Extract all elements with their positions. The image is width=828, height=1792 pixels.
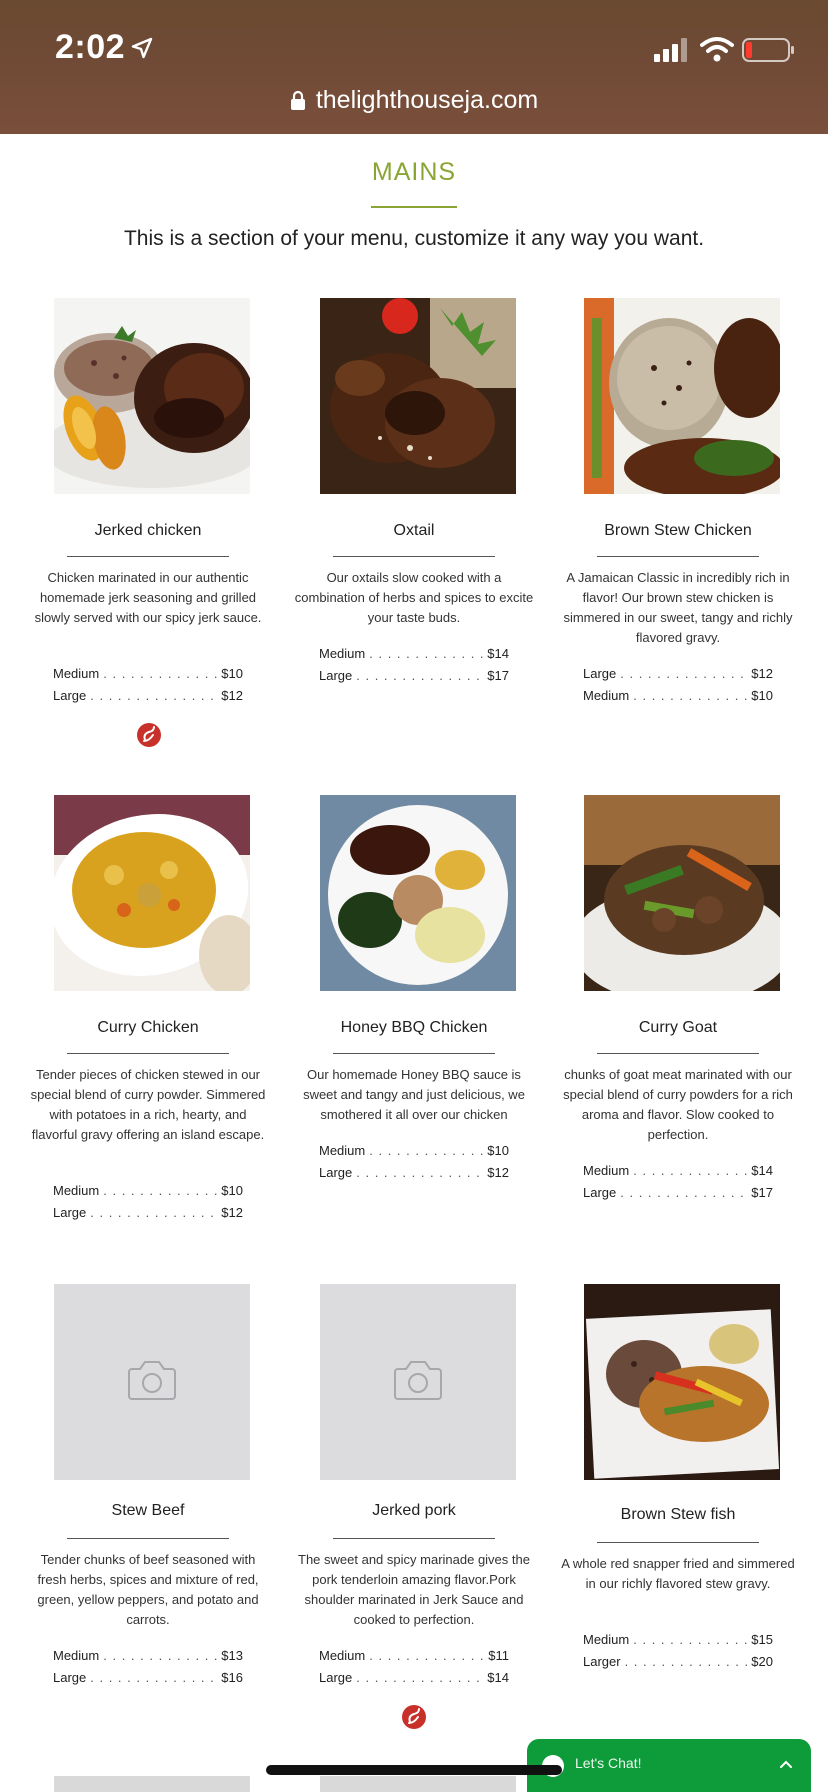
price-list: [319, 1143, 509, 1187]
item-divider: [333, 556, 495, 557]
price-row: [53, 1183, 243, 1205]
price-list: [319, 646, 509, 690]
item-divider: [67, 1538, 229, 1539]
status-time: 2:02: [55, 28, 126, 66]
spicy-pepper-icon: [137, 723, 161, 747]
size-label: Large: [583, 666, 617, 681]
item-name: Oxtail: [393, 522, 435, 539]
leader-dots: [369, 646, 483, 661]
price-list: [583, 666, 773, 710]
size-label: Medium: [319, 1143, 366, 1158]
price-value: $12: [487, 1165, 509, 1180]
item-divider: [67, 1053, 229, 1054]
url-text: thelighthouseja.com: [315, 86, 539, 114]
size-label: Medium: [583, 1163, 630, 1178]
item-name: Brown Stew Chicken: [604, 522, 752, 539]
leader-dots: [633, 688, 747, 703]
item-divider: [597, 1053, 759, 1054]
price-list: [53, 1648, 243, 1692]
section-title: MAINS: [371, 158, 457, 186]
jerk-chicken-photo[interactable]: [54, 298, 250, 494]
price-row: [319, 1648, 509, 1670]
price-row: [53, 1648, 243, 1670]
size-label: Medium: [53, 666, 100, 681]
next-item-image-peek: [54, 1776, 250, 1792]
item-description: A Jamaican Classic in incredibly rich in flavor! Our brown stew chicken is simmered in our sweet, tangy and richly flavored gravy.: [563, 570, 793, 645]
price-value: $15: [751, 1632, 773, 1647]
item-divider: [67, 556, 229, 557]
price-row: [583, 666, 773, 688]
item-name: Honey BBQ Chicken: [340, 1019, 488, 1036]
item-divider: [333, 1538, 495, 1539]
leader-dots: [369, 1143, 483, 1158]
price-value: $10: [221, 1183, 243, 1198]
size-label: Large: [319, 1670, 353, 1685]
item-name: Brown Stew fish: [620, 1506, 736, 1523]
size-label: Large: [319, 668, 353, 683]
section-title-underline: [371, 206, 457, 208]
leader-dots: [369, 1648, 484, 1663]
price-list: [319, 1648, 509, 1692]
curry-goat-photo[interactable]: [584, 795, 780, 991]
section-description: This is a section of your menu, customize it any way you want.: [123, 227, 705, 250]
item-name: Curry Goat: [638, 1019, 718, 1036]
leader-dots: [90, 688, 217, 703]
status-bar: [0, 0, 828, 134]
price-row: [583, 688, 773, 710]
price-row: [53, 1205, 243, 1227]
price-value: $17: [751, 1185, 773, 1200]
price-value: $16: [221, 1670, 243, 1685]
price-row: [319, 1670, 509, 1692]
next-item-image-peek: [320, 1776, 516, 1792]
oxtail-photo[interactable]: [320, 298, 516, 494]
leader-dots: [103, 1183, 217, 1198]
price-value: $14: [487, 1670, 509, 1685]
item-description: Chicken marinated in our authentic homemade jerk seasoning and grilled slowly served with our spicy jerk sauce.: [34, 570, 262, 625]
size-label: Large: [53, 1205, 87, 1220]
brown-stew-fish-photo[interactable]: [584, 1284, 780, 1480]
item-description: chunks of goat meat marinated with our special blend of curry powders for a rich aroma and flavor. Slow cooked to perfection.: [563, 1067, 793, 1142]
item-name: Jerked chicken: [94, 522, 202, 539]
price-value: $12: [221, 688, 243, 703]
size-label: Medium: [583, 688, 630, 703]
item-description: A whole red snapper fried and simmered in our richly flavored stew gravy.: [561, 1556, 795, 1591]
price-row: [583, 1632, 773, 1654]
price-value: $20: [751, 1654, 773, 1669]
price-value: $10: [751, 688, 773, 703]
item-name: Jerked pork: [372, 1502, 456, 1519]
leader-dots: [356, 1165, 483, 1180]
size-label: Medium: [53, 1648, 100, 1663]
size-label: Large: [53, 1670, 87, 1685]
price-list: [583, 1163, 773, 1207]
price-value: $12: [751, 666, 773, 681]
item-description: Our oxtails slow cooked with a combination of herbs and spices to excite your taste buds.: [294, 570, 534, 625]
wifi-icon: [700, 36, 734, 62]
spicy-pepper-icon: [402, 1705, 426, 1729]
leader-dots: [620, 1185, 747, 1200]
address-bar[interactable]: [0, 86, 828, 115]
price-value: $13: [221, 1648, 243, 1663]
item-divider: [597, 1542, 759, 1543]
leader-dots: [620, 666, 747, 681]
size-label: Medium: [319, 646, 366, 661]
brown-stew-chicken-photo[interactable]: [584, 298, 780, 494]
price-list: [53, 666, 243, 710]
price-row: [319, 646, 509, 668]
chat-widget-button[interactable]: [527, 1739, 811, 1792]
leader-dots: [103, 666, 217, 681]
price-row: [319, 1165, 509, 1187]
size-label: Large: [53, 688, 87, 703]
honey-bbq-chicken-photo[interactable]: [320, 795, 516, 991]
price-row: [583, 1654, 773, 1676]
price-value: $12: [221, 1205, 243, 1220]
size-label: Medium: [53, 1183, 100, 1198]
battery-low-icon: [742, 37, 796, 63]
leader-dots: [103, 1648, 217, 1663]
price-value: $14: [751, 1163, 773, 1178]
home-indicator[interactable]: [266, 1765, 562, 1775]
price-value: $11: [488, 1648, 509, 1663]
size-label: Large: [583, 1185, 617, 1200]
image-placeholder[interactable]: [320, 1284, 516, 1480]
curry-chicken-photo[interactable]: [54, 795, 250, 991]
price-list: [583, 1632, 773, 1676]
item-description: Tender pieces of chicken stewed in our special blend of curry powder. Simmered with potatoes in a rich, hearty, and flavorful gravy offering an island escape.: [30, 1067, 266, 1142]
price-row: [53, 688, 243, 710]
location-arrow-icon: [130, 36, 154, 60]
image-placeholder[interactable]: [54, 1284, 250, 1480]
item-divider: [333, 1053, 495, 1054]
leader-dots: [356, 668, 483, 683]
camera-icon: [320, 1284, 516, 1480]
leader-dots: [356, 1670, 483, 1685]
price-value: $10: [221, 666, 243, 681]
cellular-signal-icon: [654, 38, 690, 62]
size-label: Medium: [319, 1648, 366, 1663]
leader-dots: [633, 1163, 747, 1178]
size-label: Medium: [583, 1632, 630, 1647]
item-divider: [597, 556, 759, 557]
price-row: [53, 666, 243, 688]
price-value: $10: [487, 1143, 509, 1158]
lock-icon: [290, 90, 306, 110]
price-value: $14: [487, 646, 509, 661]
leader-dots: [633, 1632, 747, 1647]
item-description: The sweet and spicy marinade gives the pork tenderloin amazing flavor.Pork shoulder marinated in Jerk Sauce and cooked to perfection.: [298, 1552, 530, 1627]
price-row: [53, 1670, 243, 1692]
item-description: Our homemade Honey BBQ sauce is sweet and tangy and just delicious, we smothered it all over our chicken: [303, 1067, 525, 1122]
size-label: Large: [319, 1165, 353, 1180]
camera-icon: [54, 1284, 250, 1480]
chat-label: Let's Chat!: [575, 1755, 642, 1771]
chevron-up-icon: [779, 1757, 793, 1771]
leader-dots: [90, 1205, 217, 1220]
price-value: $17: [487, 668, 509, 683]
leader-dots: [625, 1654, 748, 1669]
leader-dots: [90, 1670, 217, 1685]
price-row: [319, 668, 509, 690]
size-label: Larger: [583, 1654, 621, 1669]
price-row: [583, 1185, 773, 1207]
price-row: [583, 1163, 773, 1185]
item-name: Curry Chicken: [97, 1019, 199, 1036]
price-list: [53, 1183, 243, 1227]
price-row: [319, 1143, 509, 1165]
item-description: Tender chunks of beef seasoned with fresh herbs, spices and mixture of red, green, yellow peppers, and potato and carrots.: [37, 1552, 259, 1627]
item-name: Stew Beef: [111, 1502, 185, 1519]
